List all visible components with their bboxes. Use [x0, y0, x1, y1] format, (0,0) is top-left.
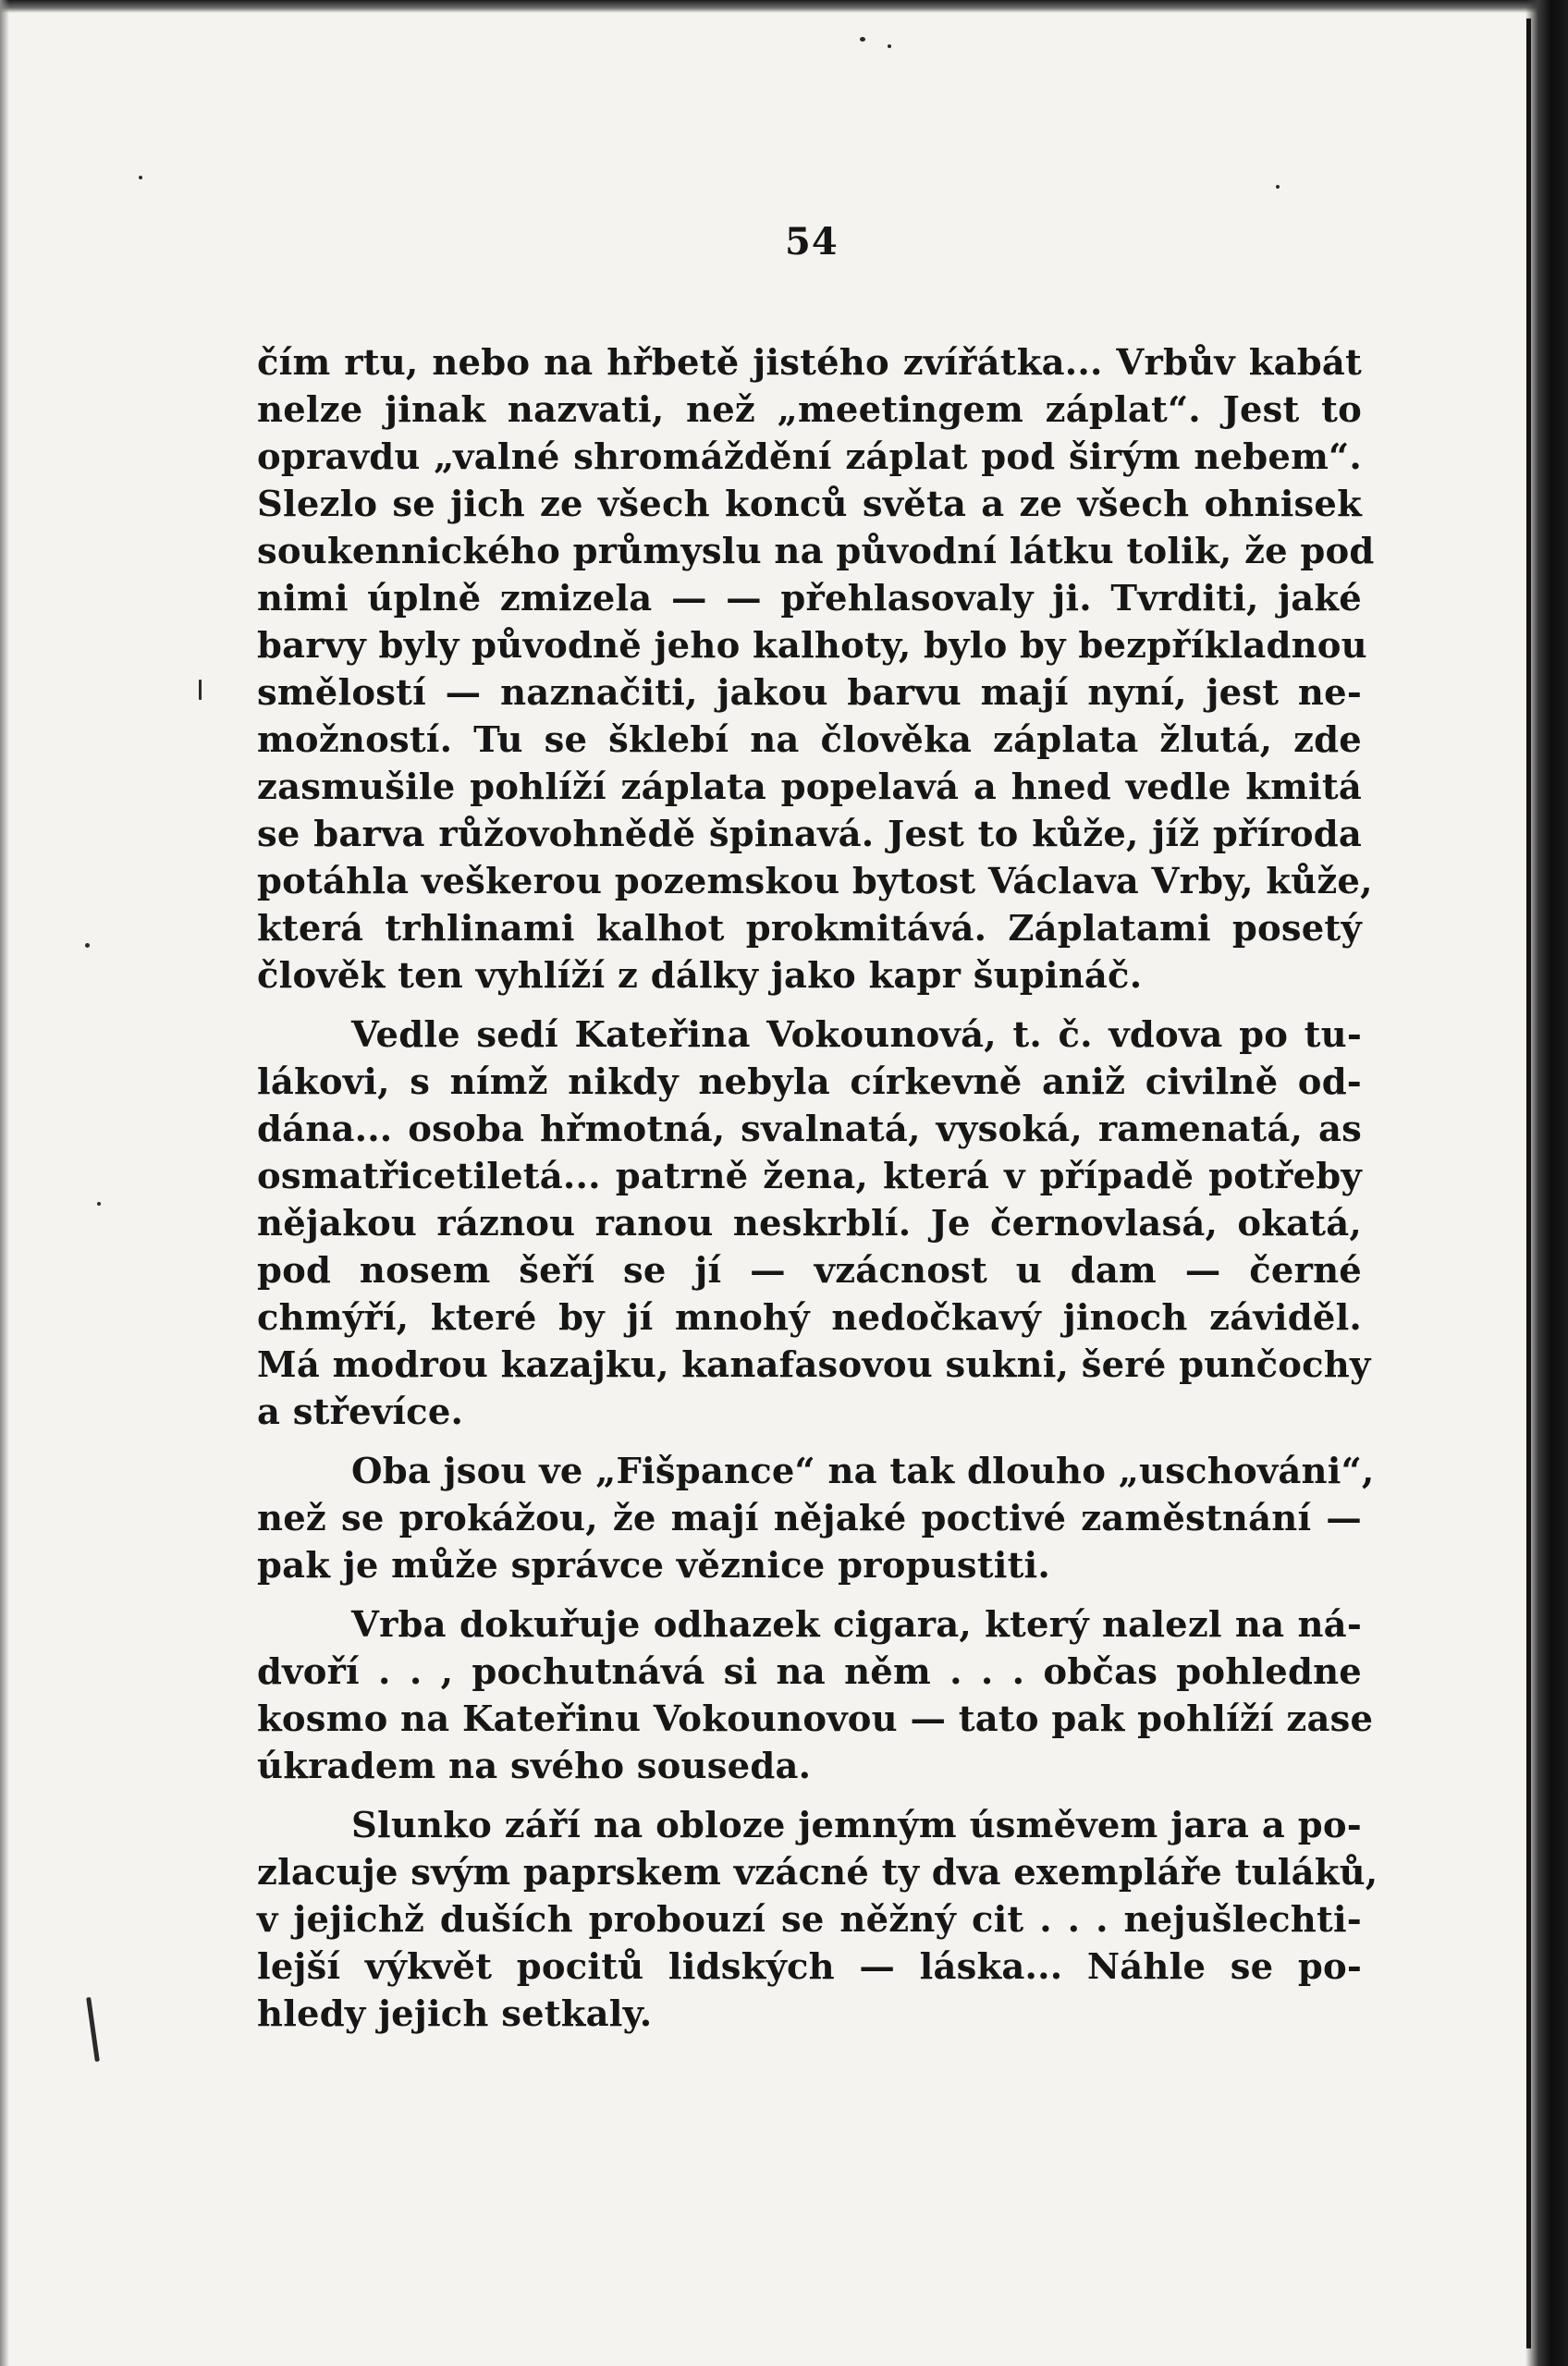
scan-speck — [1276, 185, 1280, 189]
text-line: než se prokážou, že mají nějaké poctivé zaměstnání — — [257, 1498, 1362, 1539]
text-line: chmýří, které by jí mnohý nedočkavý jinoch záviděl. — [257, 1297, 1362, 1339]
text-line: Vedle sedí Kateřina Vokounová, t. č. vdova po tu- — [351, 1014, 1362, 1056]
text-line: lejší výkvět pocitů lidských — láska... Náhle se po- — [257, 1946, 1362, 1988]
paragraph — [257, 339, 1375, 999]
scan-right-edge — [1525, 0, 1568, 2366]
binding-line — [1526, 18, 1531, 2348]
scan-speck — [97, 1202, 101, 1206]
paragraph — [257, 1802, 1378, 2038]
scan-speck — [860, 37, 865, 42]
text-line: potáhla veškerou pozemskou bytost Václava Vrby, kůže, — [257, 861, 1373, 902]
paragraph — [257, 1601, 1374, 1790]
text-line: nimi úplně zmizela — — přehlasovaly ji. Tvrditi, jaké — [257, 578, 1362, 619]
text-line: hledy jejich setkaly. — [257, 1993, 653, 2035]
text-line: zasmušile pohlíží záplata popelavá a hned vedle kmitá — [257, 766, 1362, 808]
scan-left-edge — [0, 0, 9, 2366]
text-line: Slunko září na obloze jemným úsměvem jara a po- — [351, 1805, 1362, 1846]
text-line: barvy byly původně jeho kalhoty, bylo by bezpříkladnou — [257, 625, 1367, 667]
text-line: pak je může správce věznice propustiti. — [257, 1545, 1050, 1587]
text-line: dána... osoba hřmotná, svalnatá, vysoká, ramenatá, as — [257, 1109, 1362, 1150]
paragraph — [257, 1448, 1375, 1589]
scan-speck — [139, 176, 142, 179]
text-line: člověk ten vyhlíží z dálky jako kapr šupináč. — [257, 955, 1143, 997]
text-line: nelze jinak nazvati, než „meetingem záplat“. Jest to — [257, 389, 1362, 431]
scan-speck — [888, 44, 891, 48]
text-line: v jejichž duších probouzí se něžný cit . . . nejušlechti- — [257, 1899, 1362, 1941]
text-line: Má modrou kazajku, kanafasovou sukni, šeré punčochy — [257, 1344, 1371, 1386]
scan-speck — [86, 1997, 100, 2062]
text-line: Slezlo se jich ze všech konců světa a ze všech ohnisek — [257, 484, 1362, 525]
text-line: soukennického průmyslu na původní látku tolik, že pod — [257, 531, 1375, 572]
text-line: osmatřicetiletá... patrně žena, která v případě potřeby — [257, 1156, 1362, 1197]
text-line: kosmo na Kateřinu Vokounovou — tato pak pohlíží zase — [257, 1698, 1374, 1740]
body-text — [257, 339, 1378, 2050]
text-line: pod nosem šeří se jí — vzácnost u dam — černé — [257, 1250, 1362, 1292]
text-line: Oba jsou ve „Fišpance“ na tak dlouho „uschováni“, — [351, 1451, 1375, 1492]
scan-top-edge — [0, 0, 1568, 13]
text-line: dvoří . . , pochutnává si na něm . . . občas pohledne — [257, 1651, 1362, 1693]
text-line: lákovi, s nímž nikdy nebyla církevně aniž civilně od- — [257, 1061, 1362, 1103]
scan-speck — [85, 943, 90, 948]
text-line: možností. Tu se šklebí na člověka záplata žlutá, zde — [257, 719, 1362, 761]
scan-speck — [199, 680, 202, 700]
text-line: opravdu „valné shromáždění záplat pod širým nebem“. — [257, 436, 1362, 478]
text-line: zlacuje svým paprskem vzácné ty dva exempláře tuláků, — [257, 1852, 1378, 1894]
page-number: 54 — [785, 220, 839, 264]
text-line: která trhlinami kalhot prokmitává. Záplatami posetý — [257, 908, 1362, 950]
text-line: se barva růžovohnědě špinavá. Jest to kůže, jíž příroda — [257, 814, 1362, 855]
text-line: a střevíce. — [257, 1391, 464, 1433]
text-line: nějakou ráznou ranou neskrblí. Je černovlasá, okatá, — [257, 1203, 1362, 1244]
paragraph — [257, 1011, 1371, 1436]
text-line: čím rtu, nebo na hřbetě jistého zvířátka... Vrbův kabát — [257, 342, 1362, 384]
text-line: Vrba dokuřuje odhazek cigara, který nalezl na ná- — [351, 1604, 1362, 1646]
text-line: smělostí — naznačiti, jakou barvu mají nyní, jest ne- — [257, 672, 1362, 714]
text-line: úkradem na svého souseda. — [257, 1746, 812, 1787]
